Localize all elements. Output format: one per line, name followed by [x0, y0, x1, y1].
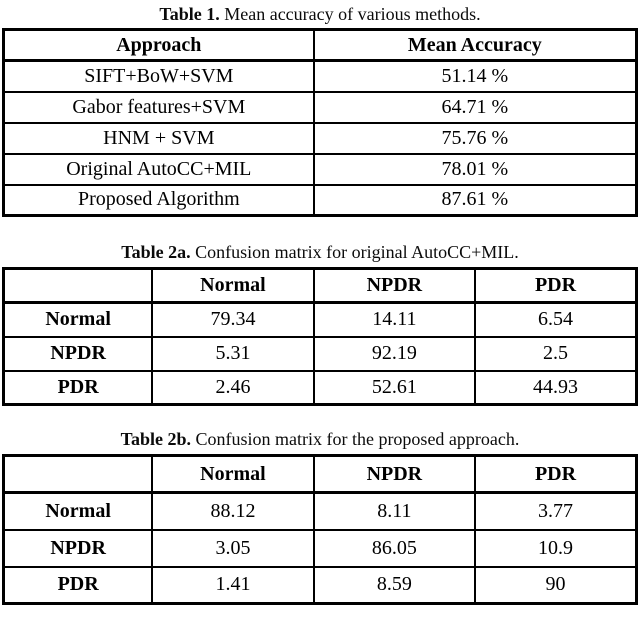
- row-header-npdr: NPDR: [4, 530, 153, 567]
- row-header-npdr: NPDR: [4, 337, 153, 371]
- table-cell: 1.41: [152, 567, 313, 604]
- row-header-normal: Normal: [4, 493, 153, 530]
- table-row: [4, 154, 637, 185]
- caption-label: Table 2a.: [121, 242, 191, 262]
- table-cell-approach: Original AutoCC+MIL: [4, 154, 314, 185]
- table-cell-accuracy: 51.14 %: [314, 61, 637, 92]
- table-header-row: [4, 30, 637, 61]
- table-cell: 10.9: [475, 530, 636, 567]
- table-cell-approach: SIFT+BoW+SVM: [4, 61, 314, 92]
- table-cell: 8.59: [314, 567, 475, 604]
- table2b-confusion-matrix: [2, 454, 638, 605]
- column-header-npdr: NPDR: [314, 269, 475, 303]
- caption-text: Confusion matrix for the proposed approach.: [195, 429, 520, 449]
- table-cell-accuracy: 87.61 %: [314, 185, 637, 216]
- row-header-pdr: PDR: [4, 567, 153, 604]
- table-cell: 2.46: [152, 371, 313, 405]
- table-cell: 3.77: [475, 493, 636, 530]
- table-cell: 86.05: [314, 530, 475, 567]
- table-cell: 44.93: [475, 371, 636, 405]
- table-cell-accuracy: 78.01 %: [314, 154, 637, 185]
- table-cell: 52.61: [314, 371, 475, 405]
- corner-cell: [4, 269, 153, 303]
- table-cell-approach: HNM + SVM: [4, 123, 314, 154]
- table-cell-approach: Gabor features+SVM: [4, 92, 314, 123]
- table-cell: 14.11: [314, 303, 475, 337]
- table-row: [4, 567, 637, 604]
- row-header-normal: Normal: [4, 303, 153, 337]
- column-header-normal: Normal: [152, 269, 313, 303]
- column-header-mean-accuracy: Mean Accuracy: [314, 30, 637, 61]
- table-cell: 2.5: [475, 337, 636, 371]
- table-row: [4, 493, 637, 530]
- table-cell: 90: [475, 567, 636, 604]
- table-row: [4, 337, 637, 371]
- table-row: [4, 123, 637, 154]
- column-header-npdr: NPDR: [314, 456, 475, 493]
- column-header-pdr: PDR: [475, 456, 636, 493]
- table-cell: 8.11: [314, 493, 475, 530]
- table2b-caption: [0, 428, 640, 450]
- table-cell-accuracy: 75.76 %: [314, 123, 637, 154]
- table-header-row: [4, 269, 637, 303]
- column-header-normal: Normal: [152, 456, 313, 493]
- corner-cell: [4, 456, 153, 493]
- table-row: [4, 303, 637, 337]
- caption-text: Mean accuracy of various methods.: [224, 4, 481, 24]
- column-header-pdr: PDR: [475, 269, 636, 303]
- table-row: [4, 185, 637, 216]
- caption-label: Table 2b.: [120, 429, 191, 449]
- table-row: [4, 371, 637, 405]
- table2a-confusion-matrix: [2, 267, 638, 406]
- caption-text: Confusion matrix for original AutoCC+MIL.: [195, 242, 519, 262]
- table-cell: 3.05: [152, 530, 313, 567]
- table-row: [4, 530, 637, 567]
- table-cell-accuracy: 64.71 %: [314, 92, 637, 123]
- table1-caption: [0, 3, 640, 25]
- table-cell: 88.12: [152, 493, 313, 530]
- table-cell: 92.19: [314, 337, 475, 371]
- caption-label: Table 1.: [159, 4, 220, 24]
- row-header-pdr: PDR: [4, 371, 153, 405]
- table-header-row: [4, 456, 637, 493]
- table1-mean-accuracy: [2, 28, 638, 217]
- table-cell: 79.34: [152, 303, 313, 337]
- table-row: [4, 92, 637, 123]
- column-header-approach: Approach: [4, 30, 314, 61]
- table-cell-approach: Proposed Algorithm: [4, 185, 314, 216]
- table-cell: 5.31: [152, 337, 313, 371]
- table-row: [4, 61, 637, 92]
- table-cell: 6.54: [475, 303, 636, 337]
- table2a-caption: [0, 241, 640, 263]
